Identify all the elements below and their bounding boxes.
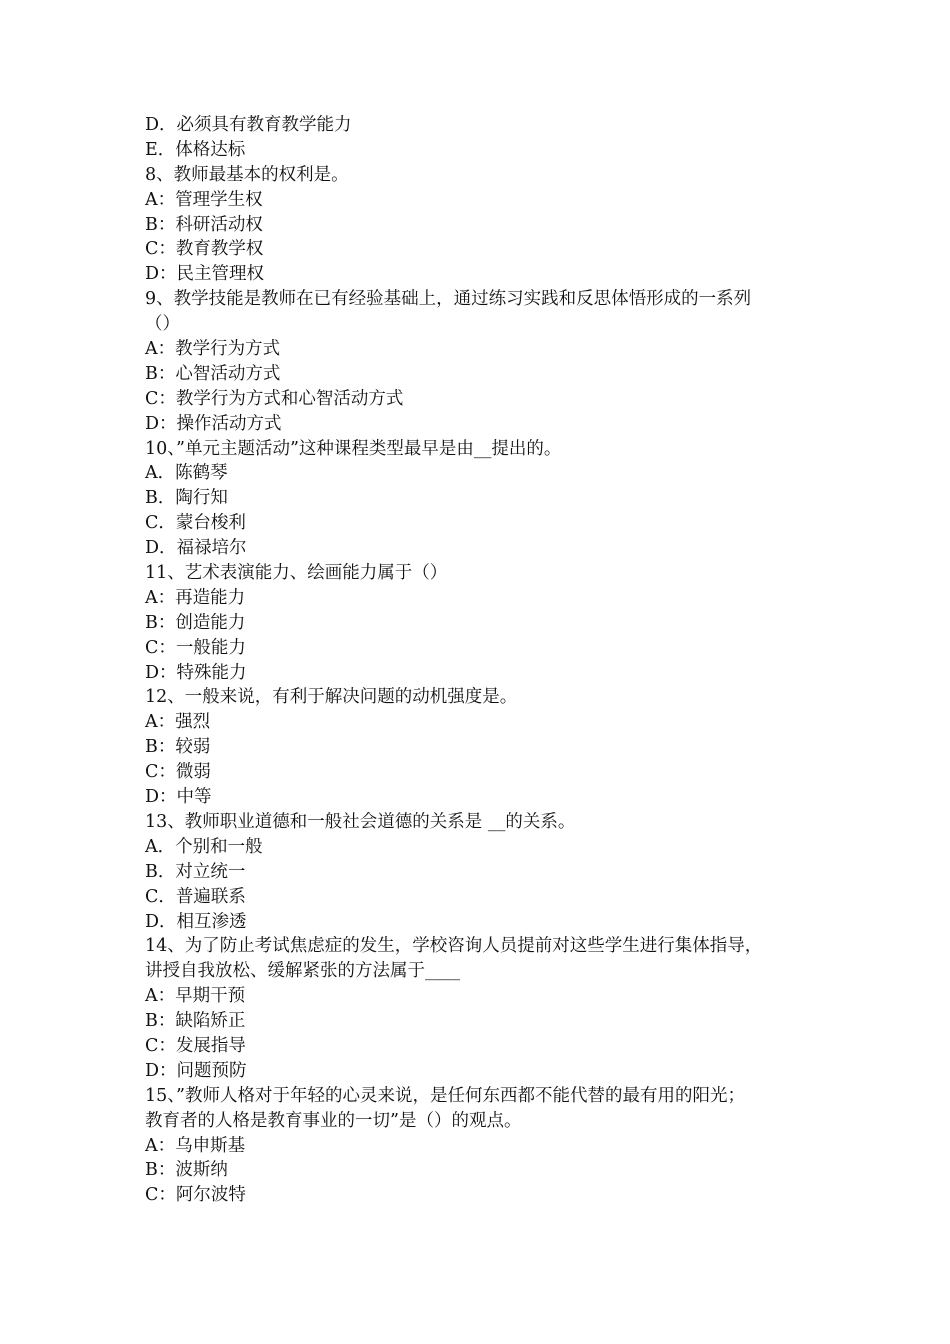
option-line: B．陶行知 xyxy=(145,488,228,509)
option-line: C：阿尔波特 xyxy=(145,1185,246,1206)
option-line: A：早期干预 xyxy=(145,986,246,1007)
question-line: 15、”教师人格对于年轻的心灵来说，是任何东西都不能代替的最有用的阳光； xyxy=(145,1085,745,1106)
option-line: C：教育教学权 xyxy=(145,239,264,260)
document-page xyxy=(145,113,825,1208)
question-line: 8、教师最基本的权利是。 xyxy=(145,164,349,185)
option-line: A：强烈 xyxy=(145,712,211,733)
option-line: D：问题预防 xyxy=(145,1060,247,1081)
option-line: A．个别和一般 xyxy=(145,836,263,857)
option-line: D．必须具有教育教学能力 xyxy=(145,115,352,135)
option-line: B：创造能力 xyxy=(145,612,246,633)
question-line: 讲授自我放松、缓解紧张的方法属于____ xyxy=(145,961,460,982)
option-line: A．陈鹤琴 xyxy=(145,463,228,484)
option-line: A：管理学生权 xyxy=(145,189,263,210)
option-line: C：发展指导 xyxy=(145,1035,246,1056)
option-line: B：心智活动方式 xyxy=(145,363,281,384)
option-line: C．普遍联系 xyxy=(145,886,246,907)
option-line: C：微弱 xyxy=(145,762,211,783)
question-line: 14、为了防止考试焦虑症的发生，学校咨询人员提前对这些学生进行集体指导， xyxy=(145,936,763,957)
option-line: B：波斯纳 xyxy=(145,1160,228,1181)
question-line: （） xyxy=(145,314,180,335)
option-line: D：中等 xyxy=(145,787,212,808)
question-line: 9、教学技能是教师在已有经验基础上，通过练习实践和反思体悟形成的一系列 xyxy=(145,289,752,310)
option-line: C．蒙台梭利 xyxy=(145,513,246,534)
question-line: 10、”单元主题活动”这种课程类型最早是由__提出的。 xyxy=(145,438,562,459)
option-line: B：科研活动权 xyxy=(145,214,263,235)
question-line: 11、艺术表演能力、绘画能力属于（） xyxy=(145,563,448,584)
option-line: D：操作活动方式 xyxy=(145,413,282,434)
option-line: B：缺陷矫正 xyxy=(145,1011,246,1032)
option-line: D：民主管理权 xyxy=(145,264,265,285)
option-line: D．福禄培尔 xyxy=(145,538,247,559)
option-line: B：较弱 xyxy=(145,737,211,758)
option-line: C：教学行为方式和心智活动方式 xyxy=(145,388,404,409)
option-line: C：一般能力 xyxy=(145,637,246,658)
option-line: A：再造能力 xyxy=(145,587,246,608)
question-line: 教育者的人格是教育事业的一切”是（）的观点。 xyxy=(145,1110,522,1131)
question-line: 12、一般来说，有利于解决问题的动机强度是。 xyxy=(145,687,518,708)
option-line: D．相互渗透 xyxy=(145,911,247,932)
option-line: B．对立统一 xyxy=(145,861,246,882)
option-line: E．体格达标 xyxy=(145,139,246,160)
question-line: 13、教师职业道德和一般社会道德的关系是 __的关系。 xyxy=(145,811,576,832)
option-line: A：乌申斯基 xyxy=(145,1135,246,1156)
option-line: D：特殊能力 xyxy=(145,662,247,683)
option-line: A：教学行为方式 xyxy=(145,339,281,360)
